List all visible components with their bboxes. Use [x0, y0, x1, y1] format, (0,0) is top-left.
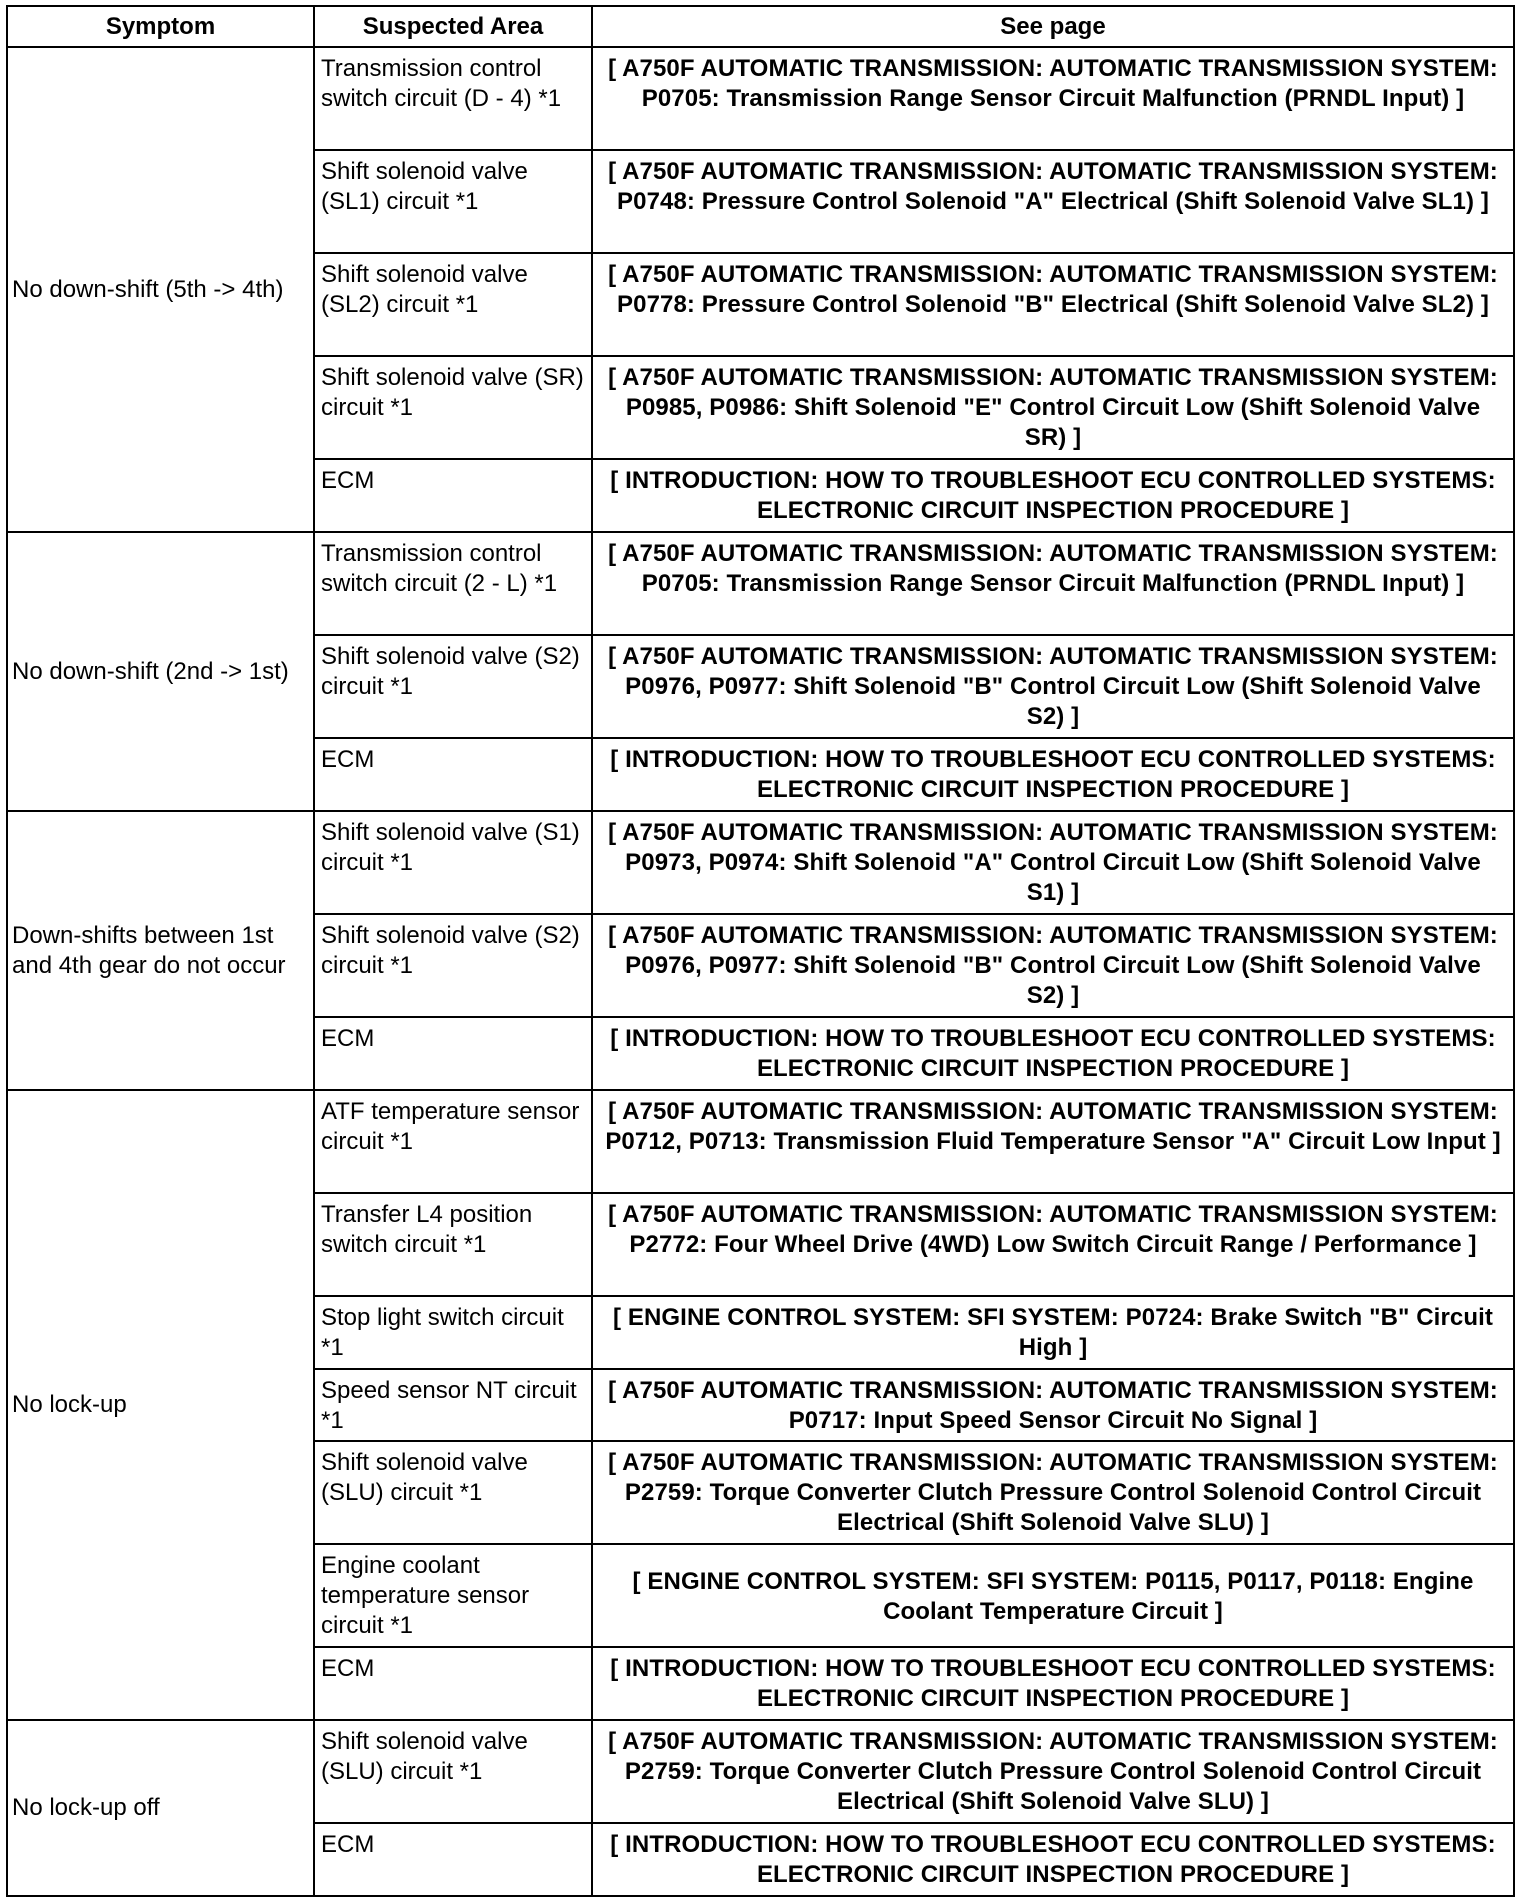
suspected-area-cell: Transmission control switch circuit (2 - L) *1	[314, 532, 592, 635]
see-page-link[interactable]: [ A750F AUTOMATIC TRANSMISSION: AUTOMATIC TRANSMISSION SYSTEM: P0985, P0986: Shift Solenoid "E" Control Circuit Low (Shift Solenoid Valve SR) ]	[592, 356, 1514, 459]
suspected-area-cell: Shift solenoid valve (SLU) circuit *1	[314, 1720, 592, 1823]
symptom-cell: Down-shifts between 1st and 4th gear do not occur	[7, 811, 314, 1090]
header-see-page: See page	[592, 6, 1514, 47]
see-page-link[interactable]: [ INTRODUCTION: HOW TO TROUBLESHOOT ECU CONTROLLED SYSTEMS: ELECTRONIC CIRCUIT INSPECTION PROCEDURE ]	[592, 1647, 1514, 1720]
see-page-link[interactable]: [ A750F AUTOMATIC TRANSMISSION: AUTOMATIC TRANSMISSION SYSTEM: P2759: Torque Converter Clutch Pressure Control Solenoid Control Circuit Electrical (Shift Solenoid Valve SLU) ]	[592, 1441, 1514, 1544]
suspected-area-cell: Stop light switch circuit *1	[314, 1296, 592, 1369]
table-row	[7, 1090, 1514, 1193]
suspected-area-cell: ECM	[314, 459, 592, 532]
see-page-link[interactable]: [ A750F AUTOMATIC TRANSMISSION: AUTOMATIC TRANSMISSION SYSTEM: P0976, P0977: Shift Solenoid "B" Control Circuit Low (Shift Solenoid Valve S2) ]	[592, 635, 1514, 738]
suspected-area-cell: Shift solenoid valve (S1) circuit *1	[314, 811, 592, 914]
see-page-link[interactable]: [ ENGINE CONTROL SYSTEM: SFI SYSTEM: P0724: Brake Switch "B" Circuit High ]	[592, 1296, 1514, 1369]
symptom-cell: No lock-up off	[7, 1720, 314, 1896]
suspected-area-cell: Shift solenoid valve (S2) circuit *1	[314, 635, 592, 738]
see-page-link[interactable]: [ A750F AUTOMATIC TRANSMISSION: AUTOMATIC TRANSMISSION SYSTEM: P0748: Pressure Control Solenoid "A" Electrical (Shift Solenoid Valve SL1) ]	[592, 150, 1514, 253]
suspected-area-cell: Transmission control switch circuit (D - 4) *1	[314, 47, 592, 150]
suspected-area-cell: ATF temperature sensor circuit *1	[314, 1090, 592, 1193]
see-page-link[interactable]: [ A750F AUTOMATIC TRANSMISSION: AUTOMATIC TRANSMISSION SYSTEM: P0778: Pressure Control Solenoid "B" Electrical (Shift Solenoid Valve SL2) ]	[592, 253, 1514, 356]
table-row	[7, 811, 1514, 914]
symptom-cell: No down-shift (2nd -> 1st)	[7, 532, 314, 811]
header-symptom: Symptom	[7, 6, 314, 47]
symptom-cell: No down-shift (5th -> 4th)	[7, 47, 314, 532]
see-page-link[interactable]: [ A750F AUTOMATIC TRANSMISSION: AUTOMATIC TRANSMISSION SYSTEM: P0973, P0974: Shift Solenoid "A" Control Circuit Low (Shift Solenoid Valve S1) ]	[592, 811, 1514, 914]
suspected-area-cell: Speed sensor NT circuit *1	[314, 1369, 592, 1441]
see-page-link[interactable]: [ A750F AUTOMATIC TRANSMISSION: AUTOMATIC TRANSMISSION SYSTEM: P2759: Torque Converter Clutch Pressure Control Solenoid Control Circuit Electrical (Shift Solenoid Valve SLU) ]	[592, 1720, 1514, 1823]
suspected-area-cell: Engine coolant temperature sensor circuit *1	[314, 1544, 592, 1647]
suspected-area-cell: ECM	[314, 1017, 592, 1090]
suspected-area-cell: Shift solenoid valve (S2) circuit *1	[314, 914, 592, 1017]
troubleshooting-table-sheet	[6, 5, 1513, 1888]
see-page-link[interactable]: [ A750F AUTOMATIC TRANSMISSION: AUTOMATIC TRANSMISSION SYSTEM: P0712, P0713: Transmission Fluid Temperature Sensor "A" Circuit Low Input ]	[592, 1090, 1514, 1193]
see-page-link[interactable]: [ A750F AUTOMATIC TRANSMISSION: AUTOMATIC TRANSMISSION SYSTEM: P0705: Transmission Range Sensor Circuit Malfunction (PRNDL Input) ]	[592, 532, 1514, 635]
table-row	[7, 532, 1514, 635]
suspected-area-cell: Transfer L4 position switch circuit *1	[314, 1193, 592, 1296]
symptom-table	[6, 5, 1515, 1897]
see-page-link[interactable]: [ A750F AUTOMATIC TRANSMISSION: AUTOMATIC TRANSMISSION SYSTEM: P0705: Transmission Range Sensor Circuit Malfunction (PRNDL Input) ]	[592, 47, 1514, 150]
see-page-link[interactable]: [ ENGINE CONTROL SYSTEM: SFI SYSTEM: P0115, P0117, P0118: Engine Coolant Temperature Circuit ]	[592, 1544, 1514, 1647]
suspected-area-cell: Shift solenoid valve (SL2) circuit *1	[314, 253, 592, 356]
symptom-cell: No lock-up	[7, 1090, 314, 1720]
see-page-link[interactable]: [ A750F AUTOMATIC TRANSMISSION: AUTOMATIC TRANSMISSION SYSTEM: P2772: Four Wheel Drive (4WD) Low Switch Circuit Range / Performance ]	[592, 1193, 1514, 1296]
see-page-link[interactable]: [ A750F AUTOMATIC TRANSMISSION: AUTOMATIC TRANSMISSION SYSTEM: P0976, P0977: Shift Solenoid "B" Control Circuit Low (Shift Solenoid Valve S2) ]	[592, 914, 1514, 1017]
suspected-area-cell: ECM	[314, 1647, 592, 1720]
see-page-link[interactable]: [ A750F AUTOMATIC TRANSMISSION: AUTOMATIC TRANSMISSION SYSTEM: P0717: Input Speed Sensor Circuit No Signal ]	[592, 1369, 1514, 1441]
see-page-link[interactable]: [ INTRODUCTION: HOW TO TROUBLESHOOT ECU CONTROLLED SYSTEMS: ELECTRONIC CIRCUIT INSPECTION PROCEDURE ]	[592, 1823, 1514, 1896]
see-page-link[interactable]: [ INTRODUCTION: HOW TO TROUBLESHOOT ECU CONTROLLED SYSTEMS: ELECTRONIC CIRCUIT INSPECTION PROCEDURE ]	[592, 459, 1514, 532]
suspected-area-cell: ECM	[314, 738, 592, 811]
header-suspected-area: Suspected Area	[314, 6, 592, 47]
see-page-link[interactable]: [ INTRODUCTION: HOW TO TROUBLESHOOT ECU CONTROLLED SYSTEMS: ELECTRONIC CIRCUIT INSPECTION PROCEDURE ]	[592, 1017, 1514, 1090]
table-row	[7, 1720, 1514, 1823]
see-page-link[interactable]: [ INTRODUCTION: HOW TO TROUBLESHOOT ECU CONTROLLED SYSTEMS: ELECTRONIC CIRCUIT INSPECTION PROCEDURE ]	[592, 738, 1514, 811]
suspected-area-cell: ECM	[314, 1823, 592, 1896]
suspected-area-cell: Shift solenoid valve (SL1) circuit *1	[314, 150, 592, 253]
table-row	[7, 47, 1514, 150]
suspected-area-cell: Shift solenoid valve (SR) circuit *1	[314, 356, 592, 459]
header-row	[7, 6, 1514, 47]
suspected-area-cell: Shift solenoid valve (SLU) circuit *1	[314, 1441, 592, 1544]
